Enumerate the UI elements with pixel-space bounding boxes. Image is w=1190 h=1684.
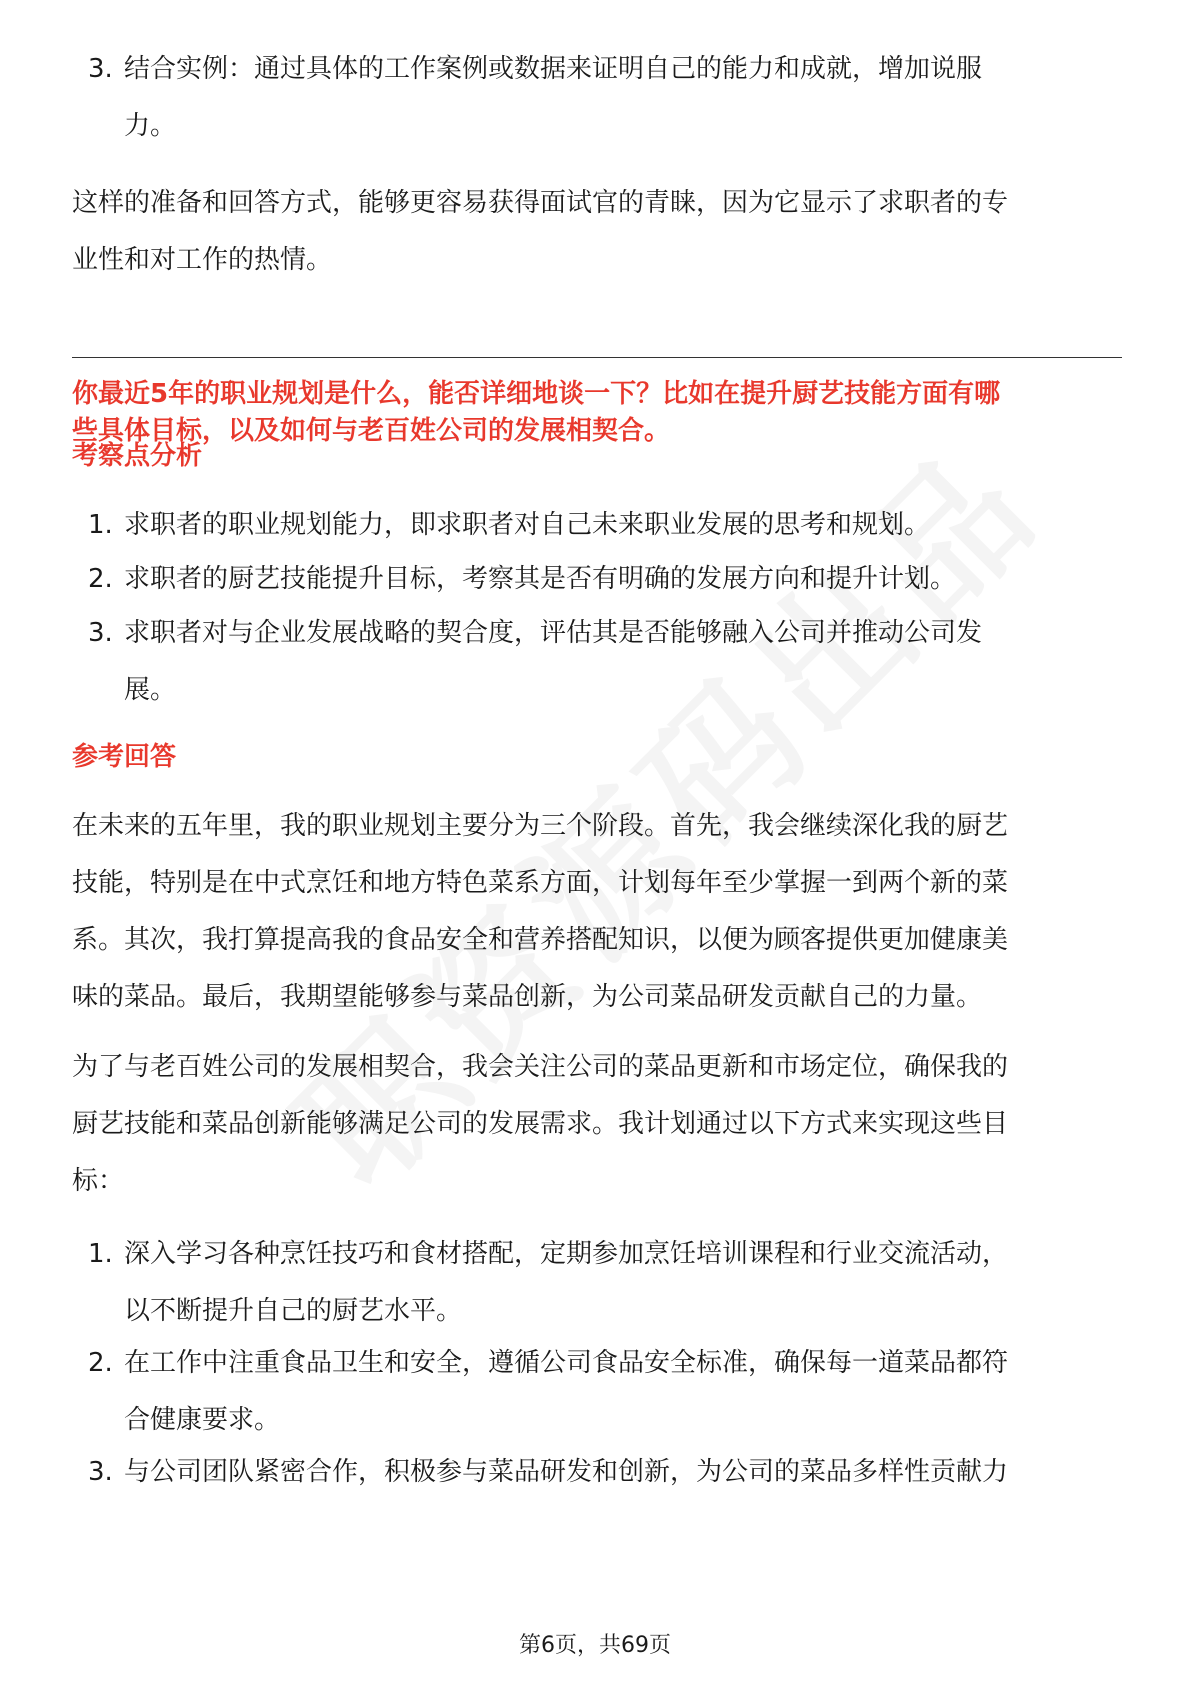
- list-text-line: 合健康要求。: [124, 1405, 281, 1435]
- paragraph-line: 在未来的五年里，我的职业规划主要分为三个阶段。首先，我会继续深化我的厨艺: [72, 811, 1009, 841]
- list-text-line: 求职者的职业规划能力，即求职者对自己未来职业发展的思考和规划。: [124, 510, 931, 540]
- paragraph-line: 标：: [72, 1166, 125, 1196]
- list-number: 3.: [88, 54, 113, 84]
- paragraph-line: 系。其次，我打算提高我的食品安全和营养搭配知识，以便为顾客提供更加健康美: [72, 925, 1009, 955]
- analysis-heading: 考察点分析: [72, 441, 203, 471]
- list-number: 3.: [88, 1457, 113, 1487]
- interview-question: [72, 376, 1122, 450]
- summary-paragraph: [72, 175, 1122, 289]
- analysis-list: [72, 497, 1122, 719]
- list-item: [72, 1335, 1122, 1449]
- paragraph-line: 技能，特别是在中式烹饪和地方特色菜系方面，计划每年至少掌握一到两个新的菜: [72, 868, 1009, 898]
- answer-paragraph-1: [72, 798, 1122, 1026]
- question-line: 你最近5年的职业规划是什么，能否详细地谈一下？比如在提升厨艺技能方面有哪: [72, 379, 1001, 409]
- list-text-line: 展。: [124, 675, 177, 705]
- list-text-line: 以不断提升自己的厨艺水平。: [124, 1296, 463, 1326]
- answer-heading: 参考回答: [72, 742, 177, 772]
- list-text-line: 与公司团队紧密合作，积极参与菜品研发和创新，为公司的菜品多样性贡献力: [124, 1457, 1009, 1487]
- list-item: [72, 551, 1122, 608]
- list-item: [72, 1444, 1122, 1501]
- list-text-line: 结合实例：通过具体的工作案例或数据来证明自己的能力和成就，增加说服: [124, 54, 983, 84]
- list-text-line: 深入学习各种烹饪技巧和食材搭配，定期参加烹饪培训课程和行业交流活动，: [124, 1239, 1009, 1269]
- question-line: 些具体目标，以及如何与老百姓公司的发展相契合。: [72, 416, 671, 446]
- paragraph-line: 这样的准备和回答方式，能够更容易获得面试官的青睐，因为它显示了求职者的专: [72, 188, 1009, 218]
- list-item: [72, 41, 1122, 155]
- paragraph-line: 味的菜品。最后，我期望能够参与菜品创新，为公司菜品研发贡献自己的力量。: [72, 982, 983, 1012]
- list-item: [72, 1226, 1122, 1340]
- list-item: [72, 497, 1122, 554]
- list-text-line: 力。: [124, 111, 177, 141]
- answer-paragraph-2: [72, 1039, 1122, 1210]
- list-number: 2.: [88, 564, 113, 594]
- page-footer: 第6页，共69页: [519, 1633, 671, 1658]
- list-number: 2.: [88, 1348, 113, 1378]
- list-text-line: 在工作中注重食品卫生和安全，遵循公司食品安全标准，确保每一道菜品都符: [124, 1348, 1009, 1378]
- list-text-line: 求职者对与企业发展战略的契合度，评估其是否能够融入公司并推动公司发: [124, 618, 983, 648]
- answer-list: [72, 1226, 1122, 1501]
- paragraph-line: 厨艺技能和菜品创新能够满足公司的发展需求。我计划通过以下方式来实现这些目: [72, 1109, 1009, 1139]
- list-item: [72, 605, 1122, 719]
- divider: [72, 357, 1122, 358]
- paragraph-line: 业性和对工作的热情。: [72, 245, 333, 275]
- list-text-line: 求职者的厨艺技能提升目标，考察其是否有明确的发展方向和提升计划。: [124, 564, 957, 594]
- continued-list: [72, 41, 1122, 155]
- list-number: 1.: [88, 510, 113, 540]
- list-number: 1.: [88, 1239, 113, 1269]
- list-number: 3.: [88, 618, 113, 648]
- paragraph-line: 为了与老百姓公司的发展相契合，我会关注公司的菜品更新和市场定位，确保我的: [72, 1052, 1009, 1082]
